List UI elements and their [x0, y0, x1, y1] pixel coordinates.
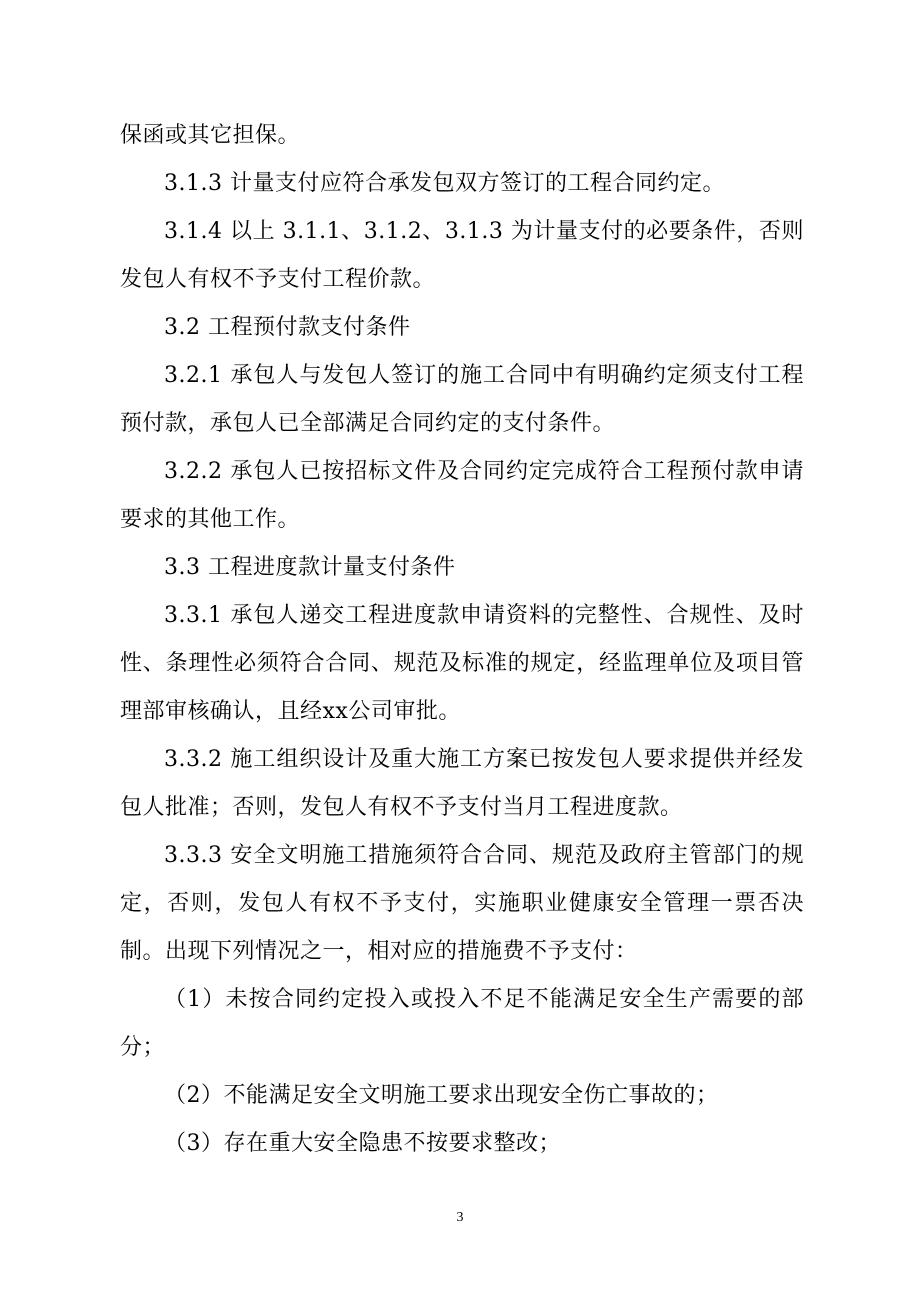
document-body — [120, 112, 804, 1168]
paragraph-guarantee-continuation: 保函或其它担保。 — [120, 123, 301, 148]
page-number: 3 — [456, 1210, 464, 1225]
list-item-2: （2）不能满足安全文明施工要求出现安全伤亡事故的； — [164, 1083, 719, 1108]
paragraph-3-1-3: 3.1.3 计量支付应符合承发包双方签订的工程合同约定。 — [164, 171, 725, 196]
paragraph-3-2-2: 3.2.2 承包人已按招标文件及合同约定完成符合工程预付款申请要求的其他工作。 — [120, 459, 804, 532]
list-item-1: （1）未按合同约定投入或投入不足不能满足安全生产需要的部分； — [120, 987, 804, 1060]
paragraph-3-3-2: 3.3.2 施工组织设计及重大施工方案已按发包人要求提供并经发包人批准；否则，发包人有权不予支付当月工程进度款。 — [120, 747, 804, 820]
list-item-3: （3）存在重大安全隐患不按要求整改； — [164, 1131, 561, 1156]
paragraph-3-3-1: 3.3.1 承包人递交工程进度款申请资料的完整性、合规性、及时性、条理性必须符合合同、规范及标准的规定，经监理单位及项目管理部审核确认，且经xx公司审批。 — [120, 603, 804, 724]
paragraph-3-2-1: 3.2.1 承包人与发包人签订的施工合同中有明确约定须支付工程预付款，承包人已全部满足合同约定的支付条件。 — [120, 363, 804, 436]
heading-3-2: 3.2 工程预付款支付条件 — [164, 315, 411, 340]
paragraph-3-3-3: 3.3.3 安全文明施工措施须符合合同、规范及政府主管部门的规定，否则，发包人有权不予支付，实施职业健康安全管理一票否决制。出现下列情况之一，相对应的措施费不予支付： — [120, 843, 804, 964]
heading-3-3: 3.3 工程进度款计量支付条件 — [164, 555, 456, 580]
paragraph-3-1-4: 3.1.4 以上 3.1.1、3.1.2、3.1.3 为计量支付的必要条件，否则发包人有权不予支付工程价款。 — [120, 219, 804, 292]
